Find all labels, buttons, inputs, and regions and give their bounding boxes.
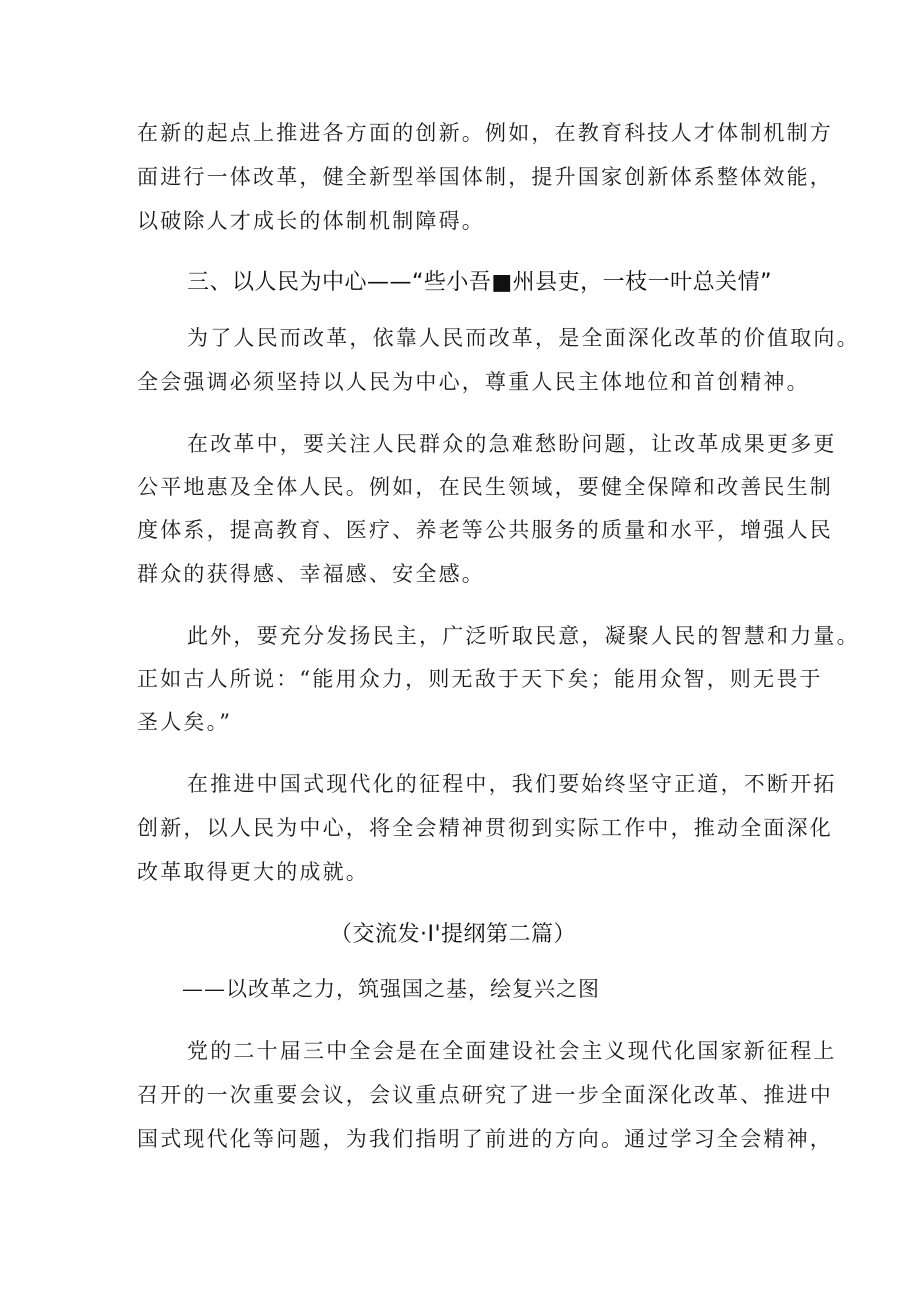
paragraph-line: 此外，要充分发扬民主，广泛听取民意，凝聚人民的智慧和力量。	[187, 624, 860, 648]
paragraph-line: 以破除人才成长的体制机制障碍。	[137, 209, 485, 233]
paragraph-line: 全会强调必须坚持以人民为中心，尊重人民主体地位和首创精神。	[137, 370, 810, 394]
paragraph-line: 在改革中，要关注人民群众的急难愁盼问题，让改革成果更多更	[187, 432, 837, 456]
paragraph-line: 正如古人所说：“能用众力，则无敌于天下矣；能用众智，则无畏于	[137, 667, 823, 691]
paragraph-line: 公平地惠及全体人民。例如，在民生领域，要健全保障和改善民生制	[137, 475, 833, 499]
paragraph-line: 创新，以人民为中心，将全会精神贯彻到实际工作中，推动全面深化	[137, 816, 833, 840]
paragraph-line: 国式现代化等问题，为我们指明了前进的方向。通过学习全会精神，	[137, 1127, 833, 1151]
paragraph-line: 度体系，提高教育、医疗、养老等公共服务的质量和水平，增强人民	[137, 518, 833, 542]
section-three-heading: 三、以人民为中心——“些小吾■州县吏，一枝一叶总关情”	[187, 270, 773, 295]
part-two-subtitle: ——以改革之力，筑强国之基，绘复兴之图	[182, 977, 600, 1001]
paragraph-line: 为了人民而改革，依靠人民而改革，是全面深化改革的价值取向。	[187, 326, 860, 350]
paragraph-line: 群众的获得感、幸福感、安全感。	[137, 562, 485, 586]
paragraph-line: 召开的一次重要会议，会议重点研究了进一步全面深化改革、推进中	[137, 1083, 833, 1107]
paragraph-line: 在新的起点上推进各方面的创新。例如，在教育科技人才体制机制方	[137, 121, 833, 145]
paragraph-line: 党的二十届三中全会是在全面建设社会主义现代化国家新征程上	[187, 1039, 837, 1063]
paragraph-line: 面进行一体改革，健全新型举国体制，提升国家创新体系整体效能，	[137, 165, 833, 189]
paragraph-line: 改革取得更大的成就。	[137, 860, 369, 884]
part-two-heading: （交流发·I'提纲第二篇）	[330, 922, 577, 947]
paragraph-line: 圣人矣。”	[137, 710, 233, 734]
paragraph-line: 在推进中国式现代化的征程中，我们要始终坚守正道，不断开拓	[187, 772, 837, 796]
